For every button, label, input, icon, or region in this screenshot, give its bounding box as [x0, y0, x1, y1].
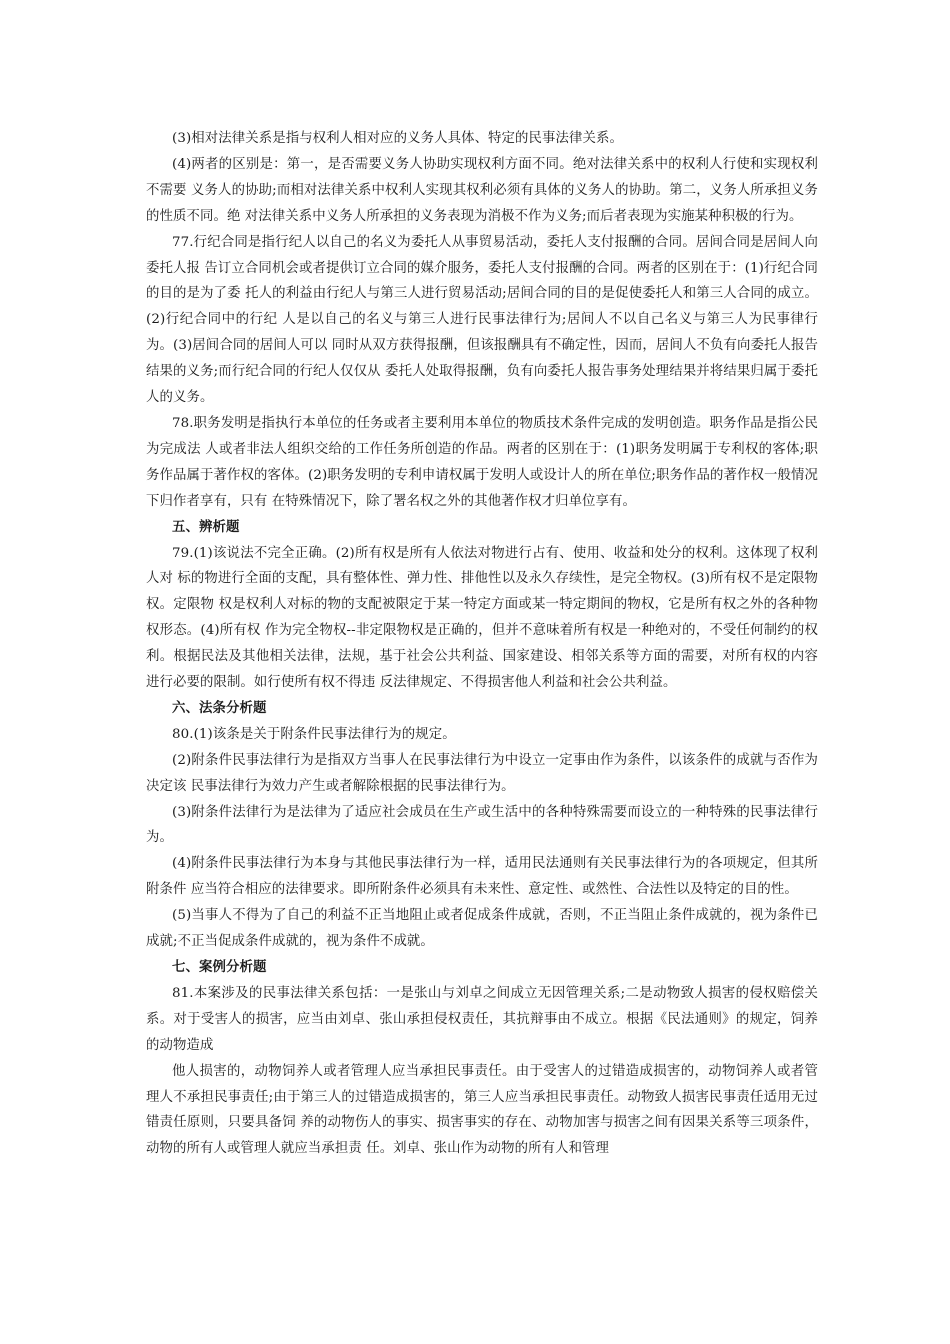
- paragraph: (4)附条件民事法律行为本身与其他民事法律行为一样，适用民法通则有关民事法律行为的各项规定，但其所附条件 应当符合相应的法律要求。即所附条件必须具有未来性、意定性、或然性、合法性以及特定的目的性。: [146, 856, 818, 898]
- paragraph: 79.(1)该说法不完全正确。(2)所有权是所有人依法对物进行占有、使用、收益和处分的权利。这体现了权利人对 标的物进行全面的支配，具有整体性、弹力性、排他性以及永久存续性，是完全物权。(3)所有权不是定限物权。定限物 权是权利人对标的物的支配被限定于某一特定方面或某一特定期间的物权，它是所有权之外的各种物权形态。(4)所有权 作为完全物权--非定限物权是正确的，但并不意味着所有权是一种绝对的，不受任何制约的权利。根据民法及其他相关法律，法规，基于社会公共利益、国家建设、相邻关系等方面的需要，对所有权的内容进行必要的限制。如行使所有权不得违 反法律规定、不得损害他人利益和社会公共利益。: [146, 545, 818, 691]
- paragraph: (4)两者的区别是：第一，是否需要义务人协助实现权利方面不同。绝对法律关系中的权利人行使和实现权利不需要 义务人的协助;而相对法律关系中权利人实现其权利必须有具体的义务人的协助。第二，义务人所承担义务的性质不同。绝 对法律关系中义务人所承担的义务表现为消极不作为义务;而后者表现为实施某种积极的行为。: [146, 156, 818, 224]
- paragraph: 77.行纪合同是指行纪人以自己的名义为委托人从事贸易活动，委托人支付报酬的合同。居间合同是居间人向委托人报 告订立合同机会或者提供订立合同的媒介服务，委托人支付报酬的合同。两者的区别在于：(1)行纪合同的目的是为了委 托人的利益由行纪人与第三人进行贸易活动;居间合同的目的是促使委托人和第三人合同的成立。(2)行纪合同中的行纪 人是以自己的名义与第三人进行民事法律行为;居间人不以自己名义与第三人为民事律行为。(3)居间合同的居间人可以 同时从双方获得报酬，但该报酬具有不确定性，因而，居间人不负有向委托人报告结果的义务;而行纪合同的行纪人仅仅从 委托人处取得报酬，负有向委托人报告事务处理结果并将结果归属于委托人的义务。: [146, 234, 818, 406]
- paragraph: 78.职务发明是指执行本单位的任务或者主要利用本单位的物质技术条件完成的发明创造。职务作品是指公民为完成法 人或者非法人组织交给的工作任务所创造的作品。两者的区别在于：(1)职务发明属于专利权的客体;职务作品属于著作权的客体。(2)职务发明的专利申请权属于发明人或设计人的所在单位;职务作品的著作权一般情况下归作者享有，只有 在特殊情况下，除了署名权之外的其他著作权才归单位享有。: [146, 415, 818, 509]
- paragraph: 他人损害的，动物饲养人或者管理人应当承担民事责任。由于受害人的过错造成损害的，动物饲养人或者管理人不承担民事责任;由于第三人的过错造成损害的，第三人应当承担民事责任。动物致人损害民事责任适用无过错责任原则，只要具备饲 养的动物伤人的事实、损害事实的存在、动物加害与损害之间有因果关系等三项条件，动物的所有人或管理人就应当承担责 任。刘卓、张山作为动物的所有人和管理: [146, 1063, 818, 1157]
- paragraph: (2)附条件民事法律行为是指双方当事人在民事法律行为中设立一定事由作为条件，以该条件的成就与否作为决定该 民事法律行为效力产生或者解除根据的民事法律行为。: [146, 752, 818, 794]
- paragraph: (3)相对法律关系是指与权利人相对应的义务人具体、特定的民事法律关系。: [172, 131, 623, 146]
- paragraph: (5)当事人不得为了自己的利益不正当地阻止或者促成条件成就，否则，不正当阻止条件成就的，视为条件已成就;不正当促成条件成就的，视为条件不成就。: [146, 908, 818, 950]
- section-heading: 七、案例分析题: [172, 959, 267, 975]
- paragraph: (3)附条件法律行为是法律为了适应社会成员在生产或生活中的各种特殊需要而设立的一种特殊的民事法律行为。: [146, 804, 818, 846]
- section-heading: 五、辨析题: [172, 518, 240, 535]
- section-heading: 六、法条分析题: [172, 699, 267, 716]
- document-body: [146, 126, 818, 1162]
- paragraph: 81.本案涉及的民事法律关系包括：一是张山与刘卓之间成立无因管理关系;二是动物致人损害的侵权赔偿关系。对于受害人的损害，应当由刘卓、张山承担侵权责任，其抗辩事由不成立。根据《民法通则》的规定，饲养的动物造成: [146, 985, 818, 1053]
- paragraph: 80.(1)该条是关于附条件民事法律行为的规定。: [172, 726, 456, 742]
